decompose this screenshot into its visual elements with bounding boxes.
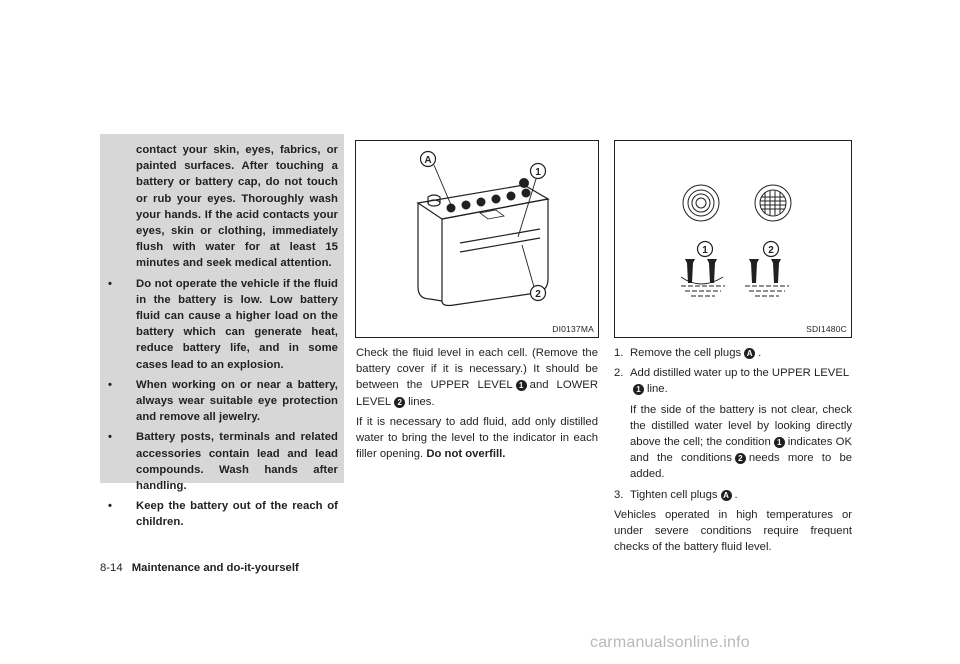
closing-paragraph: Vehicles operated in high temperatures or under severe conditions require frequent checks of the battery fluid level. — [614, 508, 852, 554]
fluid-check-paragraph: Check the fluid level in each cell. (Remove the battery cover if it is necessary.) It should be between the UPPER LEVEL 1 and LOWER LEVEL 2 lines. — [356, 347, 598, 408]
add-fluid-paragraph: If it is necessary to add fluid, add only distilled water to bring the level to the indicator in each filler opening. Do not overfill. — [356, 415, 598, 461]
cell-level-figure — [614, 140, 852, 338]
overfill-warning: Do not overfill. — [426, 448, 506, 461]
warning-bullet: • Battery posts, terminals and related accessories contain lead and lead compounds. Wash hands after handling. — [108, 431, 338, 493]
bullet-icon: • — [108, 378, 113, 391]
svg-text:2: 2 — [768, 245, 774, 256]
callout-1-icon — [698, 242, 713, 257]
warning-bullet: • Do not operate the vehicle if the fluid in the battery is low. Low battery fluid can cause a higher load on the battery which can generate heat, reduce battery life, and in some cases lead to an explosion. — [108, 277, 338, 371]
svg-text:1: 1 — [702, 245, 708, 256]
page-footer — [100, 562, 299, 574]
figure-code: SDI1480C — [806, 324, 847, 334]
battery-figure — [355, 140, 599, 338]
callout-a-icon: A — [721, 490, 732, 501]
svg-text:A: A — [424, 155, 432, 166]
callout-1-icon: 1 — [633, 384, 644, 395]
warning-bullet-list — [108, 276, 338, 531]
warning-continued-text: contact your skin, eyes, fabrics, or painted surfaces. After touching a battery or battery cap, do not touch or rub your eyes. Thoroughly wash your hands. If the acid contacts your eyes, skin or clothing, immediately flush with water for at least 15 minutes and seek medical attention. — [136, 144, 338, 270]
cell-level-illustration — [615, 141, 851, 337]
callout-1-icon: 1 — [516, 380, 527, 391]
steps-text — [614, 345, 852, 559]
watermark: carmanualsonline.info — [590, 634, 750, 651]
section-title: Maintenance and do-it-yourself — [131, 562, 299, 574]
callout-2-icon: 2 — [735, 453, 746, 464]
svg-text:1: 1 — [535, 167, 541, 178]
callout-1-icon: 1 — [774, 437, 785, 448]
step-item: 1. Remove the cell plugs A . — [614, 347, 762, 359]
callout-2-icon — [531, 286, 546, 301]
bullet-icon: • — [108, 500, 113, 513]
figure-code: DI0137MA — [552, 324, 594, 334]
step-item: 3. Tighten cell plugs A . — [614, 488, 738, 501]
callout-a-icon — [421, 152, 436, 167]
callout-a-icon: A — [744, 348, 755, 359]
svg-text:2: 2 — [535, 289, 541, 300]
warning-text — [108, 142, 338, 535]
callout-2-icon — [764, 242, 779, 257]
fluid-check-text — [356, 345, 598, 466]
step-item: 2. Add distilled water up to the UPPER LEVEL 1 line. If the side of the battery is not clear, check the distilled water level by looking directly above the cell; the condition 1 indicates OK and the conditions 2 needs more to be added. — [614, 367, 853, 481]
battery-illustration — [356, 141, 598, 337]
warning-bullet: • Keep the battery out of the reach of children. — [108, 500, 338, 529]
steps-list — [614, 345, 852, 503]
warning-bullet: • When working on or near a battery, always wear suitable eye protection and remove all jewelry. — [108, 378, 338, 424]
bullet-icon: • — [108, 431, 113, 444]
page-number: 8-14 — [100, 562, 123, 574]
callout-2-icon: 2 — [394, 397, 405, 408]
bullet-icon: • — [108, 277, 113, 290]
callout-1-icon — [531, 164, 546, 179]
